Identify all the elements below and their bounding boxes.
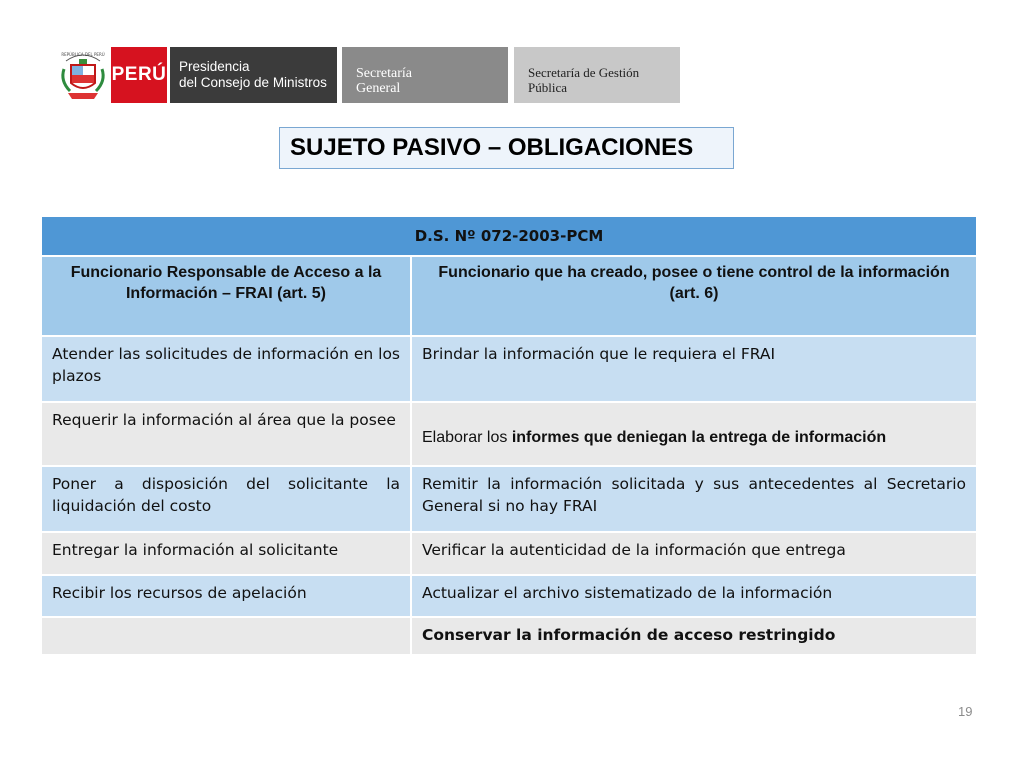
- sg-line1: Secretaría: [356, 66, 412, 81]
- pcm-line1: Presidencia: [179, 59, 250, 74]
- table-row: [41, 336, 977, 402]
- sg-line2: General: [356, 81, 401, 96]
- peru-label: PERÚ: [111, 64, 167, 85]
- owner-cell: Remitir la información solicitada y sus antecedentes al Secretario General si no hay FRAI: [411, 466, 977, 532]
- pcm-brand-block: [170, 47, 337, 103]
- owner-cell-prefix: Elaborar los: [422, 429, 512, 446]
- table-column-header-row: [41, 256, 977, 336]
- table-decree-row: [41, 216, 977, 256]
- slide-title-box: [279, 127, 734, 169]
- obligations-table-wrapper: [40, 215, 976, 656]
- obligations-table: [40, 215, 978, 656]
- owner-cell-bold: informes que deniegan la entrega de información: [511, 429, 887, 446]
- decree-header: D.S. Nº 072-2003-PCM: [41, 216, 977, 256]
- peru-coat-of-arms-logo: [58, 47, 108, 103]
- frai-cell: Atender las solicitudes de información en los plazos: [41, 336, 411, 402]
- frai-cell: Poner a disposición del solicitante la liquidación del costo: [41, 466, 411, 532]
- frai-cell: Requerir la información al área que la posee: [41, 402, 411, 466]
- table-row: [41, 402, 977, 466]
- table-row: [41, 617, 977, 655]
- secretaria-general-block: [342, 47, 508, 103]
- slide-title: SUJETO PASIVO – OBLIGACIONES: [290, 134, 694, 161]
- pcm-line2: del Consejo de Ministros: [179, 75, 327, 90]
- table-row: [41, 575, 977, 617]
- owner-cell: Verificar la autenticidad de la información que entrega: [411, 532, 977, 575]
- peru-brand-block: [111, 47, 167, 103]
- frai-cell: Recibir los recursos de apelación: [41, 575, 411, 617]
- frai-cell: Entregar la información al solicitante: [41, 532, 411, 575]
- svg-text:REPÚBLICA DEL PERÚ: REPÚBLICA DEL PERÚ: [61, 52, 105, 57]
- table-row: [41, 466, 977, 532]
- sgp-line2: Pública: [528, 80, 567, 95]
- owner-cell: [411, 402, 977, 466]
- owner-cell: Conservar la información de acceso restringido: [411, 617, 977, 655]
- owner-cell: Brindar la información que le requiera el FRAI: [411, 336, 977, 402]
- frai-column-header: Funcionario Responsable de Acceso a la Información – FRAI (art. 5): [41, 256, 411, 336]
- page-number: 19: [958, 704, 973, 719]
- owner-column-header: Funcionario que ha creado, posee o tiene control de la información (art. 6): [411, 256, 977, 336]
- table-row: [41, 532, 977, 575]
- sgp-line1: Secretaría de Gestión: [528, 65, 640, 80]
- frai-cell-empty: [41, 617, 411, 655]
- owner-cell: Actualizar el archivo sistematizado de la información: [411, 575, 977, 617]
- secretaria-gestion-publica-block: [514, 47, 680, 103]
